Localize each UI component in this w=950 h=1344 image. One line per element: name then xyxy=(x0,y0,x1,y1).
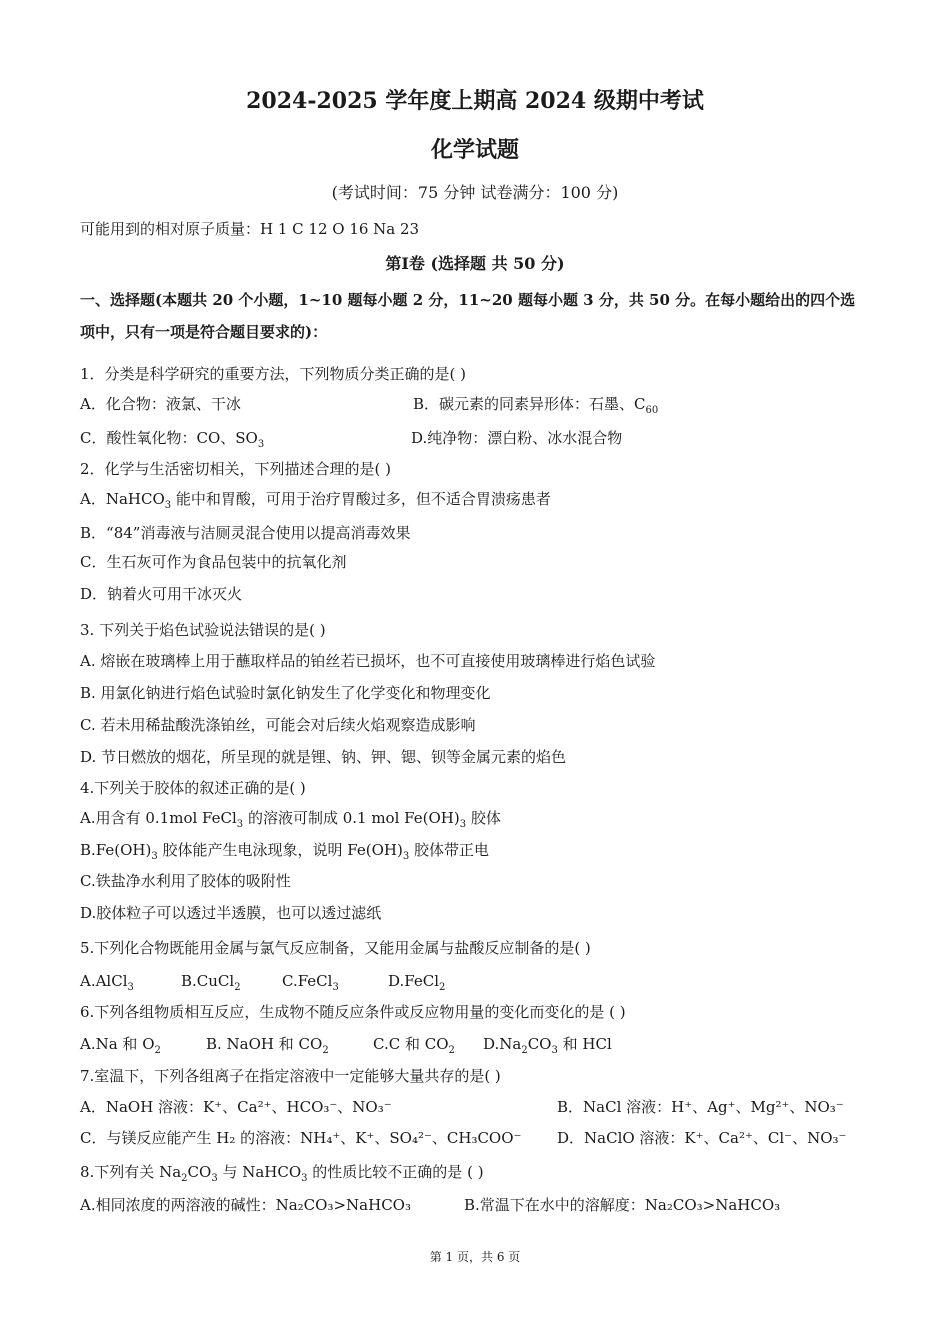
q6-stem: 6.下列各组物质相互反应，生成物不随反应条件或反应物用量的变化而变化的是 ( ) xyxy=(80,1003,626,1021)
exam-info: (考试时间：75 分钟 试卷满分：100 分) xyxy=(331,183,619,202)
atomic-masses: 可能用到的相对原子质量：H 1 C 12 O 16 Na 23 xyxy=(80,220,420,238)
q6-option-d: $D.Na_2CO_3$ 和 HCl xyxy=(483,1035,612,1056)
q5-option-a: A.AlCl$_3$ xyxy=(80,972,134,993)
q5-option-b: B.CuCl$_2$ xyxy=(181,972,241,993)
q2-option-c: C．生石灰可作为食品包装中的抗氧化剂 xyxy=(80,553,347,571)
q3-option-c: C. 若未用稀盐酸洗涤铂丝，可能会对后续火焰观察造成影响 xyxy=(80,716,476,734)
exam-title: 2024-2025 学年度上期高 2024 级期中考试 xyxy=(246,88,704,114)
section-title: 第Ⅰ卷 (选择题 共 50 分) xyxy=(385,254,565,273)
q7-stem: 7.室温下，下列各组离子在指定溶液中一定能够大量共存的是( ) xyxy=(80,1067,501,1085)
q7-option-b: B．NaCl 溶液：H⁺、Ag⁺、Mg²⁺、NO₃⁻ xyxy=(557,1098,844,1116)
q7-option-a: A．NaOH 溶液：K⁺、Ca²⁺、HCO₃⁻、NO₃⁻ xyxy=(80,1098,392,1116)
q7-option-c: C．与镁反应能产生 H₂ 的溶液：NH₄⁺、K⁺、SO₄²⁻、CH₃COO⁻ xyxy=(80,1129,522,1147)
q4-option-c: C.铁盐净水利用了胶体的吸附性 xyxy=(80,872,291,890)
q6-option-a: A.Na 和 $O_2$ xyxy=(80,1035,161,1056)
q1-option-d: D.纯净物：漂白粉、冰水混合物 xyxy=(411,429,623,447)
q2-option-b: B．“84”消毒液与洁厕灵混合使用以提高消毒效果 xyxy=(80,524,411,542)
q4-option-d: D.胶体粒子可以透过半透膜，也可以透过滤纸 xyxy=(80,904,382,922)
q5-option-c: C.FeCl$_3$ xyxy=(282,972,339,993)
q3-option-a: A. 熔嵌在玻璃棒上用于蘸取样品的铂丝若已损坏，也不可直接使用玻璃棒进行焰色试验 xyxy=(80,652,656,670)
section-instructions-line1: 一、选择题(本题共 20 个小题，1~10 题每小题 2 分，11~20 题每小题 3 分，共 50 分。在每小题给出的四个选 xyxy=(80,291,856,309)
q7-option-d: D．NaClO 溶液：K⁺、Ca²⁺、Cl⁻、NO₃⁻ xyxy=(557,1129,847,1147)
q5-stem: 5.下列化合物既能用金属与氯气反应制备，又能用金属与盐酸反应制备的是( ) xyxy=(80,939,591,957)
section-instructions-line2: 项中，只有一项是符合题目要求的)： xyxy=(80,323,328,341)
page-footer: 第 1 页，共 6 页 xyxy=(429,1250,521,1264)
q2-option-d: D．钠着火可用干冰灭火 xyxy=(80,585,243,603)
q3-option-b: B. 用氯化钠进行焰色试验时氯化钠发生了化学变化和物理变化 xyxy=(80,684,491,702)
q3-stem: 3. 下列关于焰色试验说法错误的是( ) xyxy=(80,621,326,639)
q1-option-c: C．酸性氧化物：CO、$SO_3$ xyxy=(80,429,265,450)
q6-option-b: B. NaOH 和 $CO_2$ xyxy=(206,1035,329,1056)
q1-option-a: A．化合物：液氯、干冰 xyxy=(80,395,241,413)
q4-stem: 4.下列关于胶体的叙述正确的是( ) xyxy=(80,779,306,797)
q4-option-b: $B.Fe(OH)_3$ 胶体能产生电泳现象，说明 $Fe(OH)_3$ 胶体带正电 xyxy=(80,841,489,862)
q5-option-d: D.FeCl$_2$ xyxy=(388,972,446,993)
q2-stem: 2．化学与生活密切相关，下列描述合理的是( ) xyxy=(80,460,392,478)
q1-stem: 1．分类是科学研究的重要方法，下列物质分类正确的是( ) xyxy=(80,365,467,383)
q3-option-d: D. 节日燃放的烟花，所呈现的就是锂、钠、钾、锶、钡等金属元素的焰色 xyxy=(80,748,567,766)
q4-option-a: A.用含有 0.1mol FeCl$_3$ 的溶液可制成 0.1 mol $Fe(OH)_3$ 胶体 xyxy=(80,809,501,830)
q2-option-a: A．NaHCO$_3$ 能中和胃酸，可用于治疗胃酸过多，但不适合胃溃疡患者 xyxy=(80,490,551,511)
q8-option-b: B.常温下在水中的溶解度：Na₂CO₃>NaHCO₃ xyxy=(464,1196,781,1214)
q1-option-b: B．碳元素的同素异形体：石墨、$C_{60}$ xyxy=(413,395,659,416)
q6-option-c: C.C 和 $CO_2$ xyxy=(373,1035,455,1056)
q8-option-a: A.相同浓度的两溶液的碱性：Na₂CO₃>NaHCO₃ xyxy=(80,1196,411,1214)
subject-title: 化学试题 xyxy=(430,137,519,163)
q8-stem: 8.下列有关 $Na_2CO_3$ 与 NaHCO$_3$ 的性质比较不正确的是 ( ) xyxy=(80,1163,484,1184)
